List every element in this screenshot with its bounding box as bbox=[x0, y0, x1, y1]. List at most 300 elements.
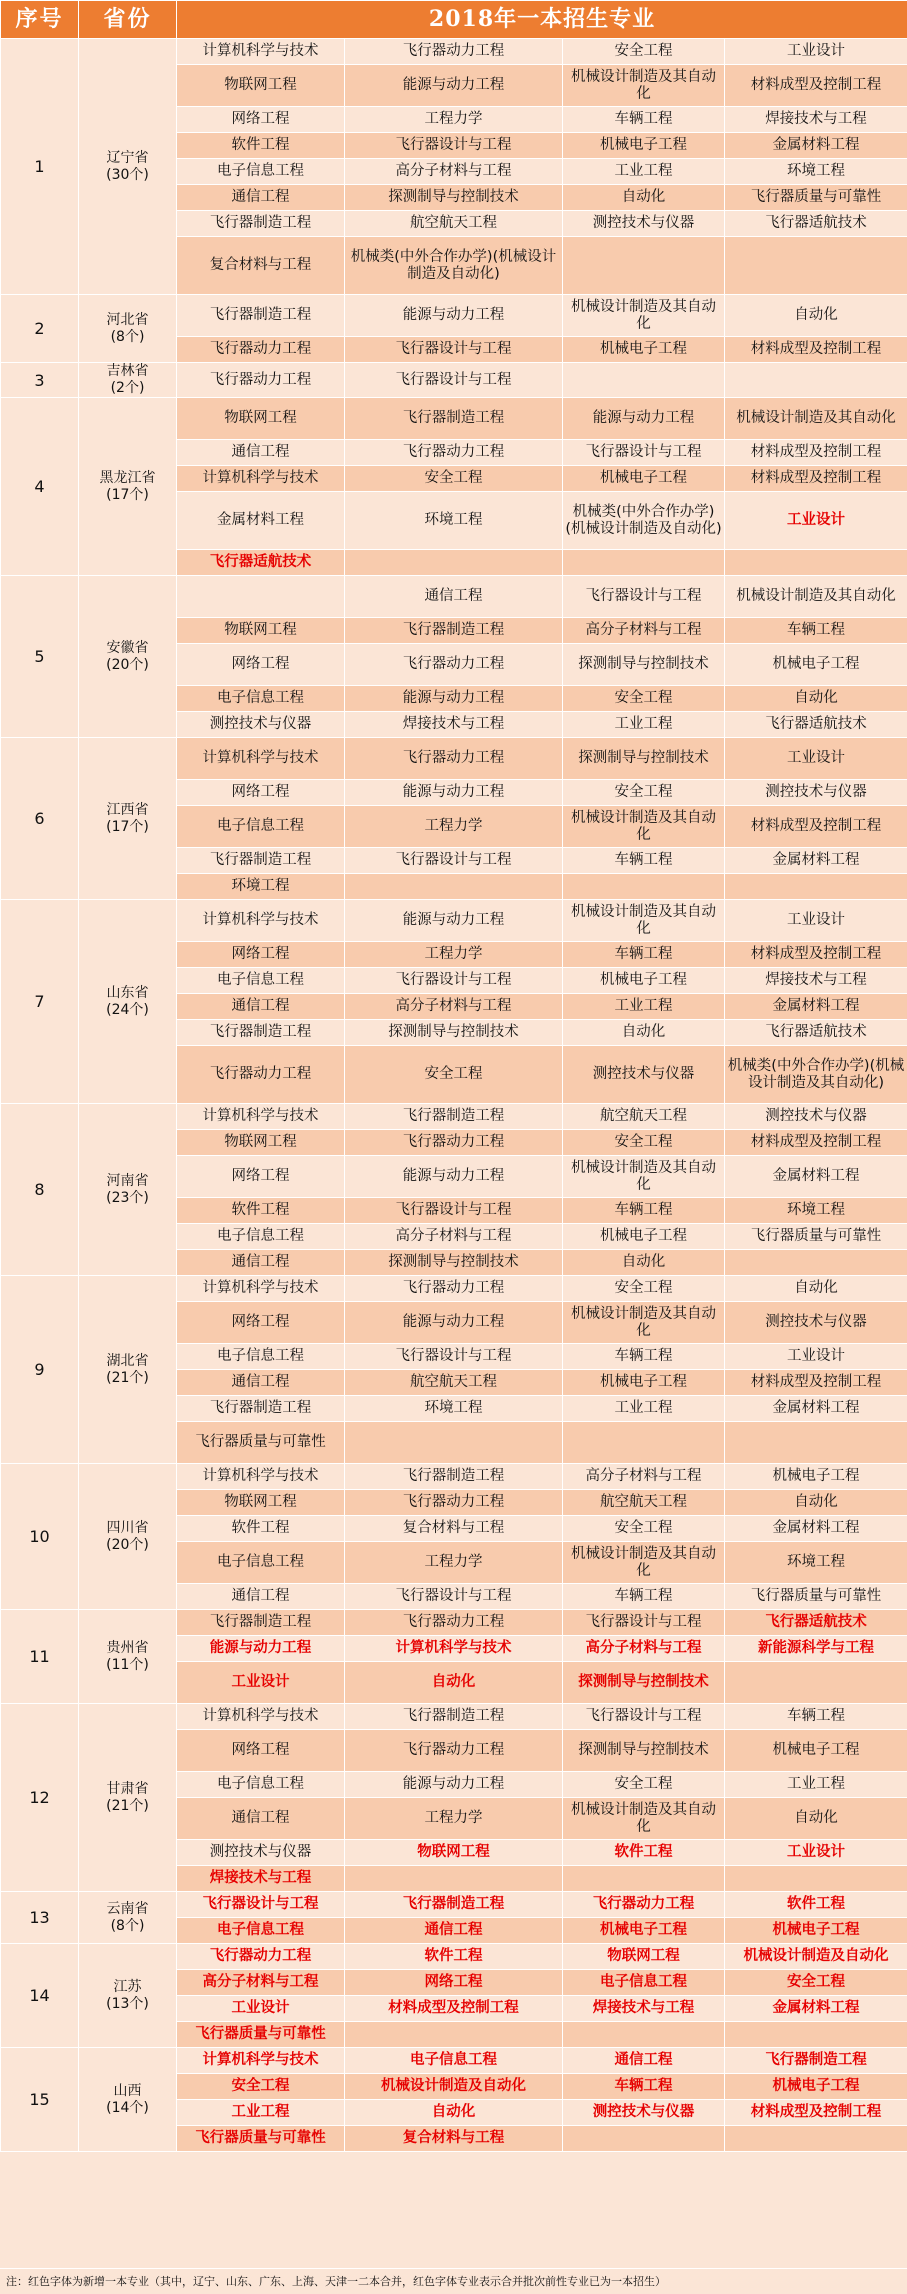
major-cell: 探测制导与控制技术 bbox=[563, 738, 725, 780]
major-cell: 材料成型及控制工程 bbox=[725, 942, 907, 968]
major-cell: 金属材料工程 bbox=[725, 133, 907, 159]
major-cell: 探测制导与控制技术 bbox=[563, 1662, 725, 1704]
major-cell: 能源与动力工程 bbox=[177, 1636, 345, 1662]
seq-cell: 3 bbox=[1, 363, 79, 398]
footnote: 注：红色字体为新增一本专业（其中，辽宁、山东、广东、上海、天津一二本合并，红色字体专业表示合并批次前性专业已为一本招生） bbox=[0, 2268, 907, 2294]
major-cell: 飞行器质量与可靠性 bbox=[725, 1224, 907, 1250]
province-cell bbox=[79, 1704, 177, 1892]
major-cell: 机械电子工程 bbox=[725, 644, 907, 686]
major-cell: 机械电子工程 bbox=[725, 1730, 907, 1772]
major-cell: 飞行器制造工程 bbox=[345, 398, 563, 440]
major-cell: 材料成型及控制工程 bbox=[725, 466, 907, 492]
province-cell bbox=[79, 295, 177, 363]
major-cell: 探测制导与控制技术 bbox=[345, 1250, 563, 1276]
major-cell: 飞行器设计与工程 bbox=[177, 1892, 345, 1918]
major-cell: 飞行器动力工程 bbox=[345, 440, 563, 466]
major-cell: 测控技术与仪器 bbox=[725, 1302, 907, 1344]
major-cell: 金属材料工程 bbox=[725, 1156, 907, 1198]
table-row bbox=[1, 1276, 907, 1302]
province-cell bbox=[79, 398, 177, 576]
major-cell: 高分子材料与工程 bbox=[563, 618, 725, 644]
major-cell: 能源与动力工程 bbox=[345, 1302, 563, 1344]
major-cell: 飞行器制造工程 bbox=[345, 1892, 563, 1918]
major-cell: 工业设计 bbox=[725, 492, 907, 550]
major-cell: 通信工程 bbox=[563, 2048, 725, 2074]
major-cell: 材料成型及控制工程 bbox=[725, 1370, 907, 1396]
province-name: 湖北省 bbox=[106, 1352, 149, 1369]
major-cell: 车辆工程 bbox=[725, 1704, 907, 1730]
major-cell: 计算机科学与技术 bbox=[177, 1704, 345, 1730]
major-cell: 飞行器适航技术 bbox=[725, 211, 907, 237]
major-cell: 焊接技术与工程 bbox=[563, 1996, 725, 2022]
major-cell: 探测制导与控制技术 bbox=[345, 185, 563, 211]
province-cell bbox=[79, 2048, 177, 2152]
seq-cell: 15 bbox=[1, 2048, 79, 2152]
major-cell: 自动化 bbox=[563, 1020, 725, 1046]
major-cell: 电子信息工程 bbox=[177, 1542, 345, 1584]
major-cell: 能源与动力工程 bbox=[345, 295, 563, 337]
major-cell: 自动化 bbox=[563, 185, 725, 211]
major-cell: 网络工程 bbox=[177, 780, 345, 806]
major-cell: 安全工程 bbox=[563, 1772, 725, 1798]
province-name: 山西 bbox=[113, 2082, 142, 2099]
table-row bbox=[1, 1104, 907, 1130]
major-cell: 电子信息工程 bbox=[177, 1772, 345, 1798]
major-cell: 工业设计 bbox=[725, 738, 907, 780]
major-cell bbox=[725, 237, 907, 295]
major-cell: 航空航天工程 bbox=[345, 1370, 563, 1396]
province-count: (20个) bbox=[106, 656, 149, 673]
major-cell: 焊接技术与工程 bbox=[177, 1866, 345, 1892]
major-cell: 机械电子工程 bbox=[563, 1370, 725, 1396]
major-cell bbox=[725, 1866, 907, 1892]
table-row bbox=[1, 1610, 907, 1636]
major-cell: 电子信息工程 bbox=[177, 686, 345, 712]
major-cell bbox=[725, 2022, 907, 2048]
major-cell: 飞行器设计与工程 bbox=[345, 363, 563, 398]
major-cell: 机械电子工程 bbox=[563, 968, 725, 994]
major-cell: 机械设计制造及其自动化 bbox=[563, 1302, 725, 1344]
province-cell bbox=[79, 39, 177, 295]
major-cell: 飞行器设计与工程 bbox=[345, 337, 563, 363]
major-cell: 物联网工程 bbox=[177, 398, 345, 440]
table-row bbox=[1, 900, 907, 942]
major-cell: 自动化 bbox=[725, 295, 907, 337]
major-cell: 飞行器质量与可靠性 bbox=[725, 1584, 907, 1610]
major-cell: 飞行器适航技术 bbox=[725, 712, 907, 738]
province-cell bbox=[79, 1464, 177, 1610]
major-cell: 通信工程 bbox=[177, 1370, 345, 1396]
major-cell: 计算机科学与技术 bbox=[177, 738, 345, 780]
major-cell: 网络工程 bbox=[177, 1156, 345, 1198]
major-cell: 网络工程 bbox=[177, 1302, 345, 1344]
major-cell: 飞行器设计与工程 bbox=[563, 576, 725, 618]
major-cell: 材料成型及控制工程 bbox=[725, 65, 907, 107]
seq-cell: 10 bbox=[1, 1464, 79, 1610]
major-cell: 飞行器动力工程 bbox=[177, 363, 345, 398]
table-row bbox=[1, 576, 907, 618]
table-row bbox=[1, 1704, 907, 1730]
major-cell: 能源与动力工程 bbox=[345, 900, 563, 942]
major-cell: 环境工程 bbox=[725, 1542, 907, 1584]
table-row bbox=[1, 1944, 907, 1970]
major-cell: 飞行器制造工程 bbox=[177, 848, 345, 874]
major-cell: 机械设计制造及其自动化 bbox=[563, 900, 725, 942]
province-count: (2个) bbox=[110, 380, 145, 396]
major-cell: 安全工程 bbox=[345, 466, 563, 492]
major-cell: 通信工程 bbox=[177, 185, 345, 211]
major-cell: 工程力学 bbox=[345, 942, 563, 968]
major-cell: 工业设计 bbox=[725, 1344, 907, 1370]
major-cell: 自动化 bbox=[345, 2100, 563, 2126]
major-cell: 能源与动力工程 bbox=[345, 686, 563, 712]
major-cell: 机械设计制造及其自动化 bbox=[563, 806, 725, 848]
province-name: 贵州省 bbox=[106, 1639, 149, 1656]
table-header-row bbox=[1, 1, 907, 39]
major-cell: 机械设计制造及自动化 bbox=[725, 1944, 907, 1970]
major-cell: 焊接技术与工程 bbox=[345, 712, 563, 738]
major-cell: 工业工程 bbox=[177, 2100, 345, 2126]
major-cell: 工程力学 bbox=[345, 1798, 563, 1840]
major-cell bbox=[725, 2126, 907, 2152]
major-cell: 飞行器动力工程 bbox=[563, 1892, 725, 1918]
table-row bbox=[1, 738, 907, 780]
major-cell: 机械电子工程 bbox=[563, 466, 725, 492]
major-cell: 飞行器设计与工程 bbox=[345, 1198, 563, 1224]
major-cell: 能源与动力工程 bbox=[345, 65, 563, 107]
major-cell: 车辆工程 bbox=[563, 2074, 725, 2100]
major-cell: 工业工程 bbox=[563, 994, 725, 1020]
seq-cell: 1 bbox=[1, 39, 79, 295]
major-cell: 飞行器设计与工程 bbox=[563, 440, 725, 466]
major-cell: 软件工程 bbox=[177, 133, 345, 159]
table-row bbox=[1, 1464, 907, 1490]
major-cell: 飞行器动力工程 bbox=[345, 1490, 563, 1516]
major-cell: 安全工程 bbox=[725, 1970, 907, 1996]
seq-cell: 4 bbox=[1, 398, 79, 576]
major-cell: 材料成型及控制工程 bbox=[345, 1996, 563, 2022]
major-cell: 复合材料与工程 bbox=[345, 1516, 563, 1542]
major-cell: 飞行器设计与工程 bbox=[345, 848, 563, 874]
major-cell: 飞行器动力工程 bbox=[345, 1610, 563, 1636]
major-cell: 安全工程 bbox=[345, 1046, 563, 1104]
major-cell: 计算机科学与技术 bbox=[345, 1636, 563, 1662]
major-cell: 工业设计 bbox=[725, 1840, 907, 1866]
major-cell: 飞行器制造工程 bbox=[177, 1610, 345, 1636]
province-count: (21个) bbox=[106, 1369, 149, 1386]
major-cell: 电子信息工程 bbox=[177, 1918, 345, 1944]
province-count: (23个) bbox=[106, 1189, 149, 1206]
province-count: (13个) bbox=[106, 1995, 149, 2012]
major-cell: 飞行器设计与工程 bbox=[563, 1704, 725, 1730]
major-cell: 工业工程 bbox=[563, 1396, 725, 1422]
major-cell: 高分子材料与工程 bbox=[345, 1224, 563, 1250]
province-name: 辽宁省 bbox=[106, 149, 149, 166]
major-cell: 飞行器动力工程 bbox=[345, 1730, 563, 1772]
major-cell: 高分子材料与工程 bbox=[563, 1464, 725, 1490]
major-cell bbox=[725, 550, 907, 576]
major-cell: 计算机科学与技术 bbox=[177, 1464, 345, 1490]
major-cell: 机械电子工程 bbox=[563, 337, 725, 363]
major-cell: 计算机科学与技术 bbox=[177, 466, 345, 492]
major-cell: 工业工程 bbox=[563, 712, 725, 738]
seq-cell: 7 bbox=[1, 900, 79, 1104]
major-cell: 工业设计 bbox=[725, 39, 907, 65]
major-cell: 材料成型及控制工程 bbox=[725, 440, 907, 466]
major-cell: 飞行器动力工程 bbox=[177, 337, 345, 363]
major-cell: 自动化 bbox=[345, 1662, 563, 1704]
major-cell: 机械电子工程 bbox=[563, 1224, 725, 1250]
province-cell bbox=[79, 738, 177, 900]
major-cell: 通信工程 bbox=[177, 440, 345, 466]
province-count: (11个) bbox=[106, 1656, 149, 1673]
major-cell: 机械电子工程 bbox=[725, 1464, 907, 1490]
major-cell: 飞行器制造工程 bbox=[345, 1464, 563, 1490]
major-cell: 金属材料工程 bbox=[177, 492, 345, 550]
major-cell bbox=[345, 1866, 563, 1892]
major-cell: 飞行器制造工程 bbox=[177, 1396, 345, 1422]
major-cell: 航空航天工程 bbox=[563, 1490, 725, 1516]
major-cell: 金属材料工程 bbox=[725, 1996, 907, 2022]
major-cell: 网络工程 bbox=[177, 942, 345, 968]
table-row bbox=[1, 39, 907, 65]
major-cell bbox=[563, 2022, 725, 2048]
major-cell: 计算机科学与技术 bbox=[177, 1104, 345, 1130]
major-cell: 金属材料工程 bbox=[725, 994, 907, 1020]
major-cell: 计算机科学与技术 bbox=[177, 39, 345, 65]
major-cell: 测控技术与仪器 bbox=[725, 1104, 907, 1130]
major-cell: 工程力学 bbox=[345, 806, 563, 848]
major-cell: 通信工程 bbox=[177, 1798, 345, 1840]
header-seq: 序号 bbox=[1, 1, 79, 39]
major-cell: 飞行器质量与可靠性 bbox=[725, 185, 907, 211]
province-name: 吉林省 bbox=[106, 363, 149, 379]
major-cell: 机械电子工程 bbox=[725, 2074, 907, 2100]
seq-cell: 2 bbox=[1, 295, 79, 363]
major-cell: 计算机科学与技术 bbox=[177, 2048, 345, 2074]
major-cell: 网络工程 bbox=[345, 1970, 563, 1996]
major-cell: 车辆工程 bbox=[563, 1198, 725, 1224]
seq-cell: 5 bbox=[1, 576, 79, 738]
major-cell: 焊接技术与工程 bbox=[725, 968, 907, 994]
major-cell: 安全工程 bbox=[563, 39, 725, 65]
major-cell: 通信工程 bbox=[345, 576, 563, 618]
province-name: 黑龙江省 bbox=[99, 469, 156, 486]
table-body bbox=[1, 39, 907, 2152]
major-cell: 飞行器制造工程 bbox=[177, 295, 345, 337]
province-count: (21个) bbox=[106, 1797, 149, 1814]
major-cell: 飞行器设计与工程 bbox=[345, 1584, 563, 1610]
table-row bbox=[1, 363, 907, 398]
province-cell bbox=[79, 1276, 177, 1464]
seq-cell: 8 bbox=[1, 1104, 79, 1276]
province-name: 江苏 bbox=[113, 1978, 142, 1995]
major-cell: 材料成型及控制工程 bbox=[725, 806, 907, 848]
major-cell: 电子信息工程 bbox=[177, 968, 345, 994]
major-cell bbox=[563, 237, 725, 295]
major-cell: 飞行器动力工程 bbox=[345, 39, 563, 65]
major-cell: 物联网工程 bbox=[177, 1490, 345, 1516]
major-cell: 网络工程 bbox=[177, 644, 345, 686]
major-cell: 机械类(中外合作办学)(机械设计制造及自动化) bbox=[563, 492, 725, 550]
province-name: 河南省 bbox=[106, 1172, 149, 1189]
major-cell: 工业工程 bbox=[563, 159, 725, 185]
major-cell: 飞行器设计与工程 bbox=[345, 968, 563, 994]
major-cell: 软件工程 bbox=[177, 1198, 345, 1224]
province-name: 四川省 bbox=[106, 1519, 149, 1536]
major-cell: 电子信息工程 bbox=[177, 806, 345, 848]
major-cell: 能源与动力工程 bbox=[345, 1156, 563, 1198]
major-cell: 测控技术与仪器 bbox=[563, 2100, 725, 2126]
major-cell: 飞行器动力工程 bbox=[345, 1130, 563, 1156]
major-cell: 物联网工程 bbox=[177, 1130, 345, 1156]
major-cell: 复合材料与工程 bbox=[345, 2126, 563, 2152]
province-count: (14个) bbox=[106, 2099, 149, 2116]
table-row bbox=[1, 398, 907, 440]
major-cell: 飞行器制造工程 bbox=[345, 1704, 563, 1730]
major-cell: 电子信息工程 bbox=[177, 159, 345, 185]
major-cell: 通信工程 bbox=[177, 1584, 345, 1610]
major-cell: 环境工程 bbox=[725, 1198, 907, 1224]
major-cell: 工程力学 bbox=[345, 1542, 563, 1584]
table-row bbox=[1, 2048, 907, 2074]
major-cell: 飞行器制造工程 bbox=[177, 211, 345, 237]
major-cell: 飞行器适航技术 bbox=[177, 550, 345, 576]
seq-cell: 12 bbox=[1, 1704, 79, 1892]
major-cell: 电子信息工程 bbox=[345, 2048, 563, 2074]
province-cell bbox=[79, 1892, 177, 1944]
major-cell: 车辆工程 bbox=[563, 1344, 725, 1370]
major-cell: 通信工程 bbox=[177, 994, 345, 1020]
major-cell bbox=[563, 363, 725, 398]
province-count: (30个) bbox=[106, 166, 149, 183]
province-name: 云南省 bbox=[106, 1900, 149, 1917]
province-name: 安徽省 bbox=[106, 639, 149, 656]
province-count: (17个) bbox=[106, 486, 149, 503]
seq-cell: 13 bbox=[1, 1892, 79, 1944]
major-cell: 机械类(中外合作办学)(机械设计制造及其自动化) bbox=[725, 1046, 907, 1104]
major-cell: 飞行器制造工程 bbox=[177, 1020, 345, 1046]
major-cell: 材料成型及控制工程 bbox=[725, 1130, 907, 1156]
seq-cell: 14 bbox=[1, 1944, 79, 2048]
major-cell: 机械设计制造及其自动化 bbox=[563, 65, 725, 107]
major-cell: 能源与动力工程 bbox=[345, 780, 563, 806]
major-cell: 探测制导与控制技术 bbox=[563, 1730, 725, 1772]
major-cell: 飞行器动力工程 bbox=[177, 1944, 345, 1970]
province-cell bbox=[79, 900, 177, 1104]
major-cell: 自动化 bbox=[563, 1250, 725, 1276]
major-cell: 工业工程 bbox=[725, 1772, 907, 1798]
major-cell: 车辆工程 bbox=[563, 107, 725, 133]
major-cell bbox=[345, 1422, 563, 1464]
major-cell: 机械电子工程 bbox=[725, 1918, 907, 1944]
major-cell bbox=[563, 550, 725, 576]
major-cell bbox=[563, 874, 725, 900]
major-cell: 飞行器动力工程 bbox=[345, 644, 563, 686]
province-count: (8个) bbox=[110, 1917, 145, 1934]
major-cell: 电子信息工程 bbox=[177, 1224, 345, 1250]
major-cell: 机械设计制造及其自动化 bbox=[563, 1798, 725, 1840]
major-cell: 测控技术与仪器 bbox=[177, 1840, 345, 1866]
major-cell: 软件工程 bbox=[177, 1516, 345, 1542]
major-cell: 车辆工程 bbox=[563, 942, 725, 968]
major-cell: 航空航天工程 bbox=[563, 1104, 725, 1130]
province-count: (8个) bbox=[110, 328, 145, 345]
major-cell: 飞行器制造工程 bbox=[725, 2048, 907, 2074]
major-cell: 飞行器设计与工程 bbox=[345, 1344, 563, 1370]
major-cell: 车辆工程 bbox=[563, 1584, 725, 1610]
major-cell bbox=[563, 1422, 725, 1464]
major-cell: 材料成型及控制工程 bbox=[725, 2100, 907, 2126]
major-cell: 机械设计制造及其自动化 bbox=[563, 1156, 725, 1198]
major-cell: 通信工程 bbox=[177, 1250, 345, 1276]
major-cell bbox=[563, 1866, 725, 1892]
major-cell bbox=[345, 2022, 563, 2048]
major-cell: 环境工程 bbox=[345, 1396, 563, 1422]
header-province: 省份 bbox=[79, 1, 177, 39]
major-cell: 焊接技术与工程 bbox=[725, 107, 907, 133]
major-cell: 高分子材料与工程 bbox=[345, 994, 563, 1020]
major-cell: 自动化 bbox=[725, 686, 907, 712]
major-cell: 网络工程 bbox=[177, 1730, 345, 1772]
province-count: (24个) bbox=[106, 1001, 149, 1018]
province-name: 山东省 bbox=[106, 984, 149, 1001]
major-cell: 高分子材料与工程 bbox=[563, 1636, 725, 1662]
major-cell: 物联网工程 bbox=[345, 1840, 563, 1866]
major-cell: 安全工程 bbox=[563, 780, 725, 806]
major-cell: 电子信息工程 bbox=[563, 1970, 725, 1996]
major-cell: 飞行器动力工程 bbox=[177, 1046, 345, 1104]
major-cell: 复合材料与工程 bbox=[177, 237, 345, 295]
major-cell bbox=[177, 576, 345, 618]
major-cell: 飞行器动力工程 bbox=[345, 738, 563, 780]
province-name: 甘肃省 bbox=[106, 1780, 149, 1797]
table-row bbox=[1, 295, 907, 337]
major-cell: 机械电子工程 bbox=[563, 1918, 725, 1944]
major-cell bbox=[725, 1250, 907, 1276]
major-cell: 金属材料工程 bbox=[725, 848, 907, 874]
province-cell bbox=[79, 1610, 177, 1704]
major-cell: 环境工程 bbox=[725, 159, 907, 185]
major-cell: 金属材料工程 bbox=[725, 1516, 907, 1542]
province-name: 江西省 bbox=[106, 801, 149, 818]
major-cell: 能源与动力工程 bbox=[563, 398, 725, 440]
major-cell: 机械设计制造及其自动化 bbox=[725, 398, 907, 440]
major-cell: 物联网工程 bbox=[177, 65, 345, 107]
major-cell: 机械设计制造及其自动化 bbox=[563, 1542, 725, 1584]
major-cell: 车辆工程 bbox=[725, 618, 907, 644]
major-cell: 机械设计制造及其自动化 bbox=[563, 295, 725, 337]
major-cell: 高分子材料与工程 bbox=[345, 159, 563, 185]
major-cell: 安全工程 bbox=[563, 1276, 725, 1302]
major-cell: 飞行器制造工程 bbox=[345, 1104, 563, 1130]
major-cell: 金属材料工程 bbox=[725, 1396, 907, 1422]
major-cell: 工业设计 bbox=[177, 1662, 345, 1704]
major-cell: 安全工程 bbox=[177, 2074, 345, 2100]
major-cell: 环境工程 bbox=[345, 492, 563, 550]
major-cell: 飞行器设计与工程 bbox=[345, 133, 563, 159]
major-cell: 飞行器适航技术 bbox=[725, 1020, 907, 1046]
major-cell bbox=[563, 2126, 725, 2152]
major-cell: 软件工程 bbox=[725, 1892, 907, 1918]
major-cell: 航空航天工程 bbox=[345, 211, 563, 237]
major-cell bbox=[345, 550, 563, 576]
major-cell: 材料成型及控制工程 bbox=[725, 337, 907, 363]
seq-cell: 6 bbox=[1, 738, 79, 900]
major-cell: 物联网工程 bbox=[177, 618, 345, 644]
major-cell: 自动化 bbox=[725, 1490, 907, 1516]
major-cell bbox=[725, 1662, 907, 1704]
